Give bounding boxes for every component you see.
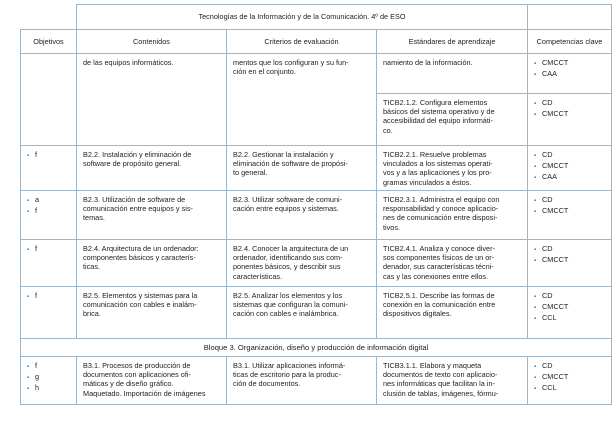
list-item: ▪ CCL: [534, 313, 606, 324]
text-line: responsabilidad y conoce aplicacio-: [383, 204, 499, 214]
text-line: TICB2.4.1. Analiza y conoce diver-: [383, 244, 495, 253]
cell-competencias: [528, 357, 612, 405]
header-estandares: Estándares de aprendizaje: [377, 30, 528, 54]
text-line: B3.1. Procesos de producción de: [83, 361, 191, 370]
text-line: comunicación entre equipos y sis-: [83, 204, 193, 214]
list-item: ▪ CMCCT: [534, 372, 606, 383]
table-row: [21, 54, 612, 94]
text-line: componentes básicos y caracterís-: [83, 253, 196, 263]
text-line: B2.3. Utilización de software de: [83, 195, 186, 204]
cell-criterios: [227, 191, 377, 240]
text-line: B3.1. Utilizar aplicaciones informá-: [233, 361, 346, 370]
cell-criterios: [227, 240, 377, 287]
list-item: ▪ f: [27, 206, 71, 217]
table-row: [21, 146, 612, 191]
cell-competencias: [528, 54, 612, 94]
cell-criterios: [227, 287, 377, 339]
text-line: conexión en la comunicación entre: [383, 300, 496, 310]
header-competencias: Competencias clave: [528, 30, 612, 54]
cell-competencias: [528, 94, 612, 146]
cell-criterios: [227, 54, 377, 146]
header-row: [21, 30, 612, 54]
cell-objetivos: [21, 54, 77, 146]
text-line: vos y a las aplicaciones y los pro-: [383, 168, 492, 178]
table-row: [21, 357, 612, 405]
text-line: denador, sus características técni-: [383, 262, 494, 272]
text-line: B2.5. Elementos y sistemas para la: [83, 291, 198, 300]
header-criterios: Criterios de evaluación: [227, 30, 377, 54]
text-line: eliminación de software de propósi-: [233, 159, 348, 169]
cell-objetivos: [21, 357, 77, 405]
text-line: B2.3. Utilizar software de comuni-: [233, 195, 343, 204]
text-line: cación con cables e inalámbrica.: [233, 309, 339, 319]
text-line: TICB2.1.2. Configura elementos: [383, 98, 488, 107]
text-line: B2.2. Instalación y eliminación de: [83, 150, 192, 159]
list-item: ▪ f: [27, 361, 71, 372]
cell-contenidos: [77, 54, 227, 146]
text-line: co.: [383, 125, 393, 135]
header-contenidos: Contenidos: [77, 30, 227, 54]
text-line: mentos que los configuran y su fun-: [233, 58, 349, 67]
list-item: ▪ CMCCT: [534, 302, 606, 313]
text-line: sos componentes físicos de un or-: [383, 253, 495, 263]
text-line: TICB2.3.1. Administra el equipo con: [383, 195, 500, 204]
list-item: ▪ a: [27, 195, 71, 206]
text-line: ción en el conjunto.: [233, 67, 296, 77]
list-item: ▪ CMCCT: [534, 161, 606, 172]
text-line: software de propósito general.: [83, 159, 182, 169]
cell-estandares: [377, 240, 528, 287]
text-line: TICB3.1.1. Elabora y maqueta: [383, 361, 482, 370]
cell-objetivos: [21, 146, 77, 191]
text-line: ticas.: [83, 262, 101, 272]
text-line: ponentes básicos, y describir sus: [233, 262, 341, 272]
list-item: ▪ CAA: [534, 69, 606, 80]
text-line: documentos con aplicaciones ofi-: [83, 370, 191, 380]
table-title: Tecnologías de la Información y de la Comunicación. 4º de ESO: [77, 5, 528, 30]
text-line: nes informáticas que facilitan la in-: [383, 379, 495, 389]
text-line: accesibilidad del equipo informáti-: [383, 116, 493, 126]
header-objetivos: Objetivos: [21, 30, 77, 54]
text-line: B2.4. Conocer la arquitectura de un: [233, 244, 349, 253]
table-row: [21, 240, 612, 287]
text-line: comunicación con cables e inalám-: [83, 300, 197, 310]
text-line: tivos.: [383, 222, 401, 232]
list-item: ▪ f: [27, 150, 71, 161]
text-line: vinculados a los sistemas operati-: [383, 159, 493, 169]
text-line: B2.2. Gestionar la instalación y: [233, 150, 334, 159]
text-line: temas.: [83, 213, 105, 223]
text-line: nes de comunicación entre disposi-: [383, 213, 498, 223]
text-line: brica.: [83, 309, 101, 319]
text-line: namiento de la información.: [383, 58, 473, 67]
cell-objetivos: [21, 191, 77, 240]
title-spacer-right: [528, 5, 612, 30]
text-line: TICB2.5.1. Describe las formas de: [383, 291, 495, 300]
text-line: cas y las conexiones entre ellos.: [383, 271, 489, 281]
table-row: [21, 287, 612, 339]
table-row: [21, 191, 612, 240]
text-line: ordenador, identificando sus com-: [233, 253, 343, 263]
bloque3-row: [21, 339, 612, 357]
list-item: ▪ CD: [534, 98, 606, 109]
list-item: ▪ f: [27, 291, 71, 302]
list-item: ▪ CD: [534, 244, 606, 255]
text-line: gramas vinculados a éstos.: [383, 177, 472, 187]
text-line: clusión de tablas, imágenes, fórmu-: [383, 388, 499, 398]
list-item: ▪ CD: [534, 195, 606, 206]
cell-estandares: [377, 54, 528, 94]
cell-contenidos: [77, 146, 227, 191]
cell-contenidos: [77, 240, 227, 287]
list-item: ▪ g: [27, 372, 71, 383]
text-line: B2.5. Analizar los elementos y los: [233, 291, 343, 300]
text-line: máticas y de diseño gráfico.: [83, 379, 174, 389]
list-item: ▪ CMCCT: [534, 58, 606, 69]
bloque3-title: Bloque 3. Organización, diseño y producción de información digital: [21, 339, 612, 357]
text-line: B2.4. Arquitectura de un ordenador:: [83, 244, 199, 253]
text-line: de las equipos informáticos.: [83, 58, 174, 67]
text-line: características.: [233, 271, 283, 281]
cell-criterios: [227, 357, 377, 405]
cell-competencias: [528, 240, 612, 287]
cell-estandares: [377, 287, 528, 339]
text-line: dispositivos digitales.: [383, 309, 452, 319]
cell-contenidos: [77, 287, 227, 339]
cell-contenidos: [77, 357, 227, 405]
cell-estandares: [377, 94, 528, 146]
cell-competencias: [528, 287, 612, 339]
list-item: ▪ CD: [534, 361, 606, 372]
title-spacer: [21, 5, 77, 30]
cell-contenidos: [77, 191, 227, 240]
text-line: Maquetado. Importación de imágenes: [83, 388, 206, 398]
list-item: ▪ CAA: [534, 172, 606, 183]
text-line: cación entre equipos y sistemas.: [233, 204, 339, 214]
text-line: ción de documentos.: [233, 379, 301, 389]
cell-estandares: [377, 357, 528, 405]
cell-competencias: [528, 146, 612, 191]
list-item: ▪ CMCCT: [534, 255, 606, 266]
text-line: sistemas que configuran la comuni-: [233, 300, 348, 310]
text-line: to general.: [233, 168, 268, 178]
list-item: ▪ h: [27, 383, 71, 394]
cell-objetivos: [21, 287, 77, 339]
list-item: ▪ CCL: [534, 383, 606, 394]
cell-competencias: [528, 191, 612, 240]
list-item: ▪ CD: [534, 291, 606, 302]
cell-objetivos: [21, 240, 77, 287]
curriculum-table: [20, 4, 612, 405]
table-title-row: [21, 5, 612, 30]
text-line: básicos del sistema operativo y de: [383, 107, 495, 117]
text-line: ticas de escritorio para la produc-: [233, 370, 341, 380]
list-item: ▪ CMCCT: [534, 206, 606, 217]
cell-criterios: [227, 146, 377, 191]
list-item: ▪ CMCCT: [534, 109, 606, 120]
cell-estandares: [377, 146, 528, 191]
text-line: TICB2.2.1. Resuelve problemas: [383, 150, 487, 159]
text-line: documentos de texto con aplicacio-: [383, 370, 498, 380]
cell-estandares: [377, 191, 528, 240]
list-item: ▪ CD: [534, 150, 606, 161]
list-item: ▪ f: [27, 244, 71, 255]
